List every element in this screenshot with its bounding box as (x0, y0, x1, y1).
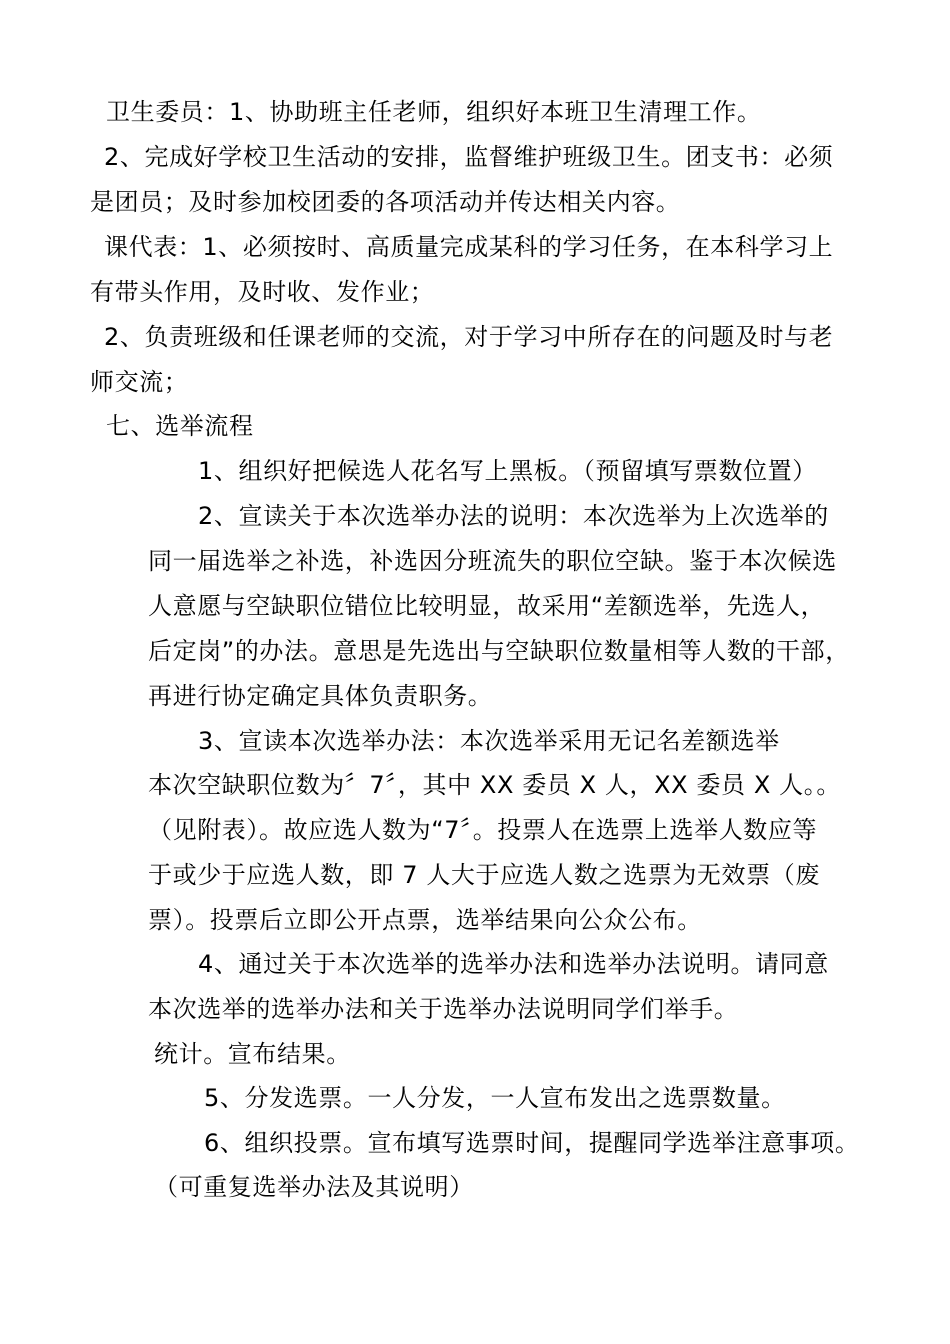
text-line: 是团员；及时参加校团委的各项活动并传达相关内容。 (90, 188, 681, 216)
text-line: 4、通过关于本次选举的选举办法和选举办法说明。请同意 (198, 950, 829, 978)
text-line: 卫生委员：1、协助班主任老师，组织好本班卫生清理工作。 (106, 98, 762, 126)
text-line: 师交流； (90, 368, 189, 396)
text-line: （见附表）。故应选人数为“7〞。投票人在选票上选举人数应等 (148, 816, 818, 844)
text-line: 后定岗”的办法。意思是先选出与空缺职位数量相等人数的干部， (148, 637, 850, 665)
text-line: 再进行协定确定具体负责职务。 (148, 682, 493, 710)
section-heading: 七、选举流程 (106, 412, 254, 440)
text-line: 票）。投票后立即公开点票，选举结果向公众公布。 (148, 906, 702, 934)
text-line: 2、宣读关于本次选举办法的说明：本次选举为上次选举的 (198, 502, 829, 530)
text-line: 同一届选举之补选，补选因分班流失的职位空缺。鉴于本次候选 (148, 547, 837, 575)
text-line: 6、组织投票。宣布填写选票时间，提醒同学选举注意事项。 (204, 1129, 860, 1157)
text-line: 5、分发选票。一人分发，一人宣布发出之选票数量。 (204, 1084, 786, 1112)
text-line: 于或少于应选人数，即 7 人大于应选人数之选票为无效票（废 (148, 861, 820, 889)
text-line: 1、组织好把候选人花名写上黑板。（预留填写票数位置） (198, 457, 817, 485)
text-line: （可重复选举办法及其说明） (154, 1173, 474, 1201)
text-line: 2、完成好学校卫生活动的安排，监督维护班级卫生。团支书：必须 (104, 143, 834, 171)
text-line: 课代表：1、必须按时、高质量完成某科的学习任务，在本科学习上 (104, 233, 834, 261)
text-line: 人意愿与空缺职位错位比较明显，故采用“差额选举，先选人， (148, 592, 826, 620)
text-line: 有带头作用，及时收、发作业； (90, 278, 435, 306)
text-line: 2、负责班级和任课老师的交流，对于学习中所存在的问题及时与老 (104, 323, 834, 351)
text-line: 3、宣读本次选举办法：本次选举采用无记名差额选举 (198, 727, 780, 755)
text-line: 统计。宣布结果。 (154, 1040, 351, 1068)
text-line: 本次选举的选举办法和关于选举办法说明同学们举手。 (148, 995, 739, 1023)
text-line: 本次空缺职位数为〞7〞，其中 XX 委员 X 人，XX 委员 X 人。。 (148, 771, 841, 799)
